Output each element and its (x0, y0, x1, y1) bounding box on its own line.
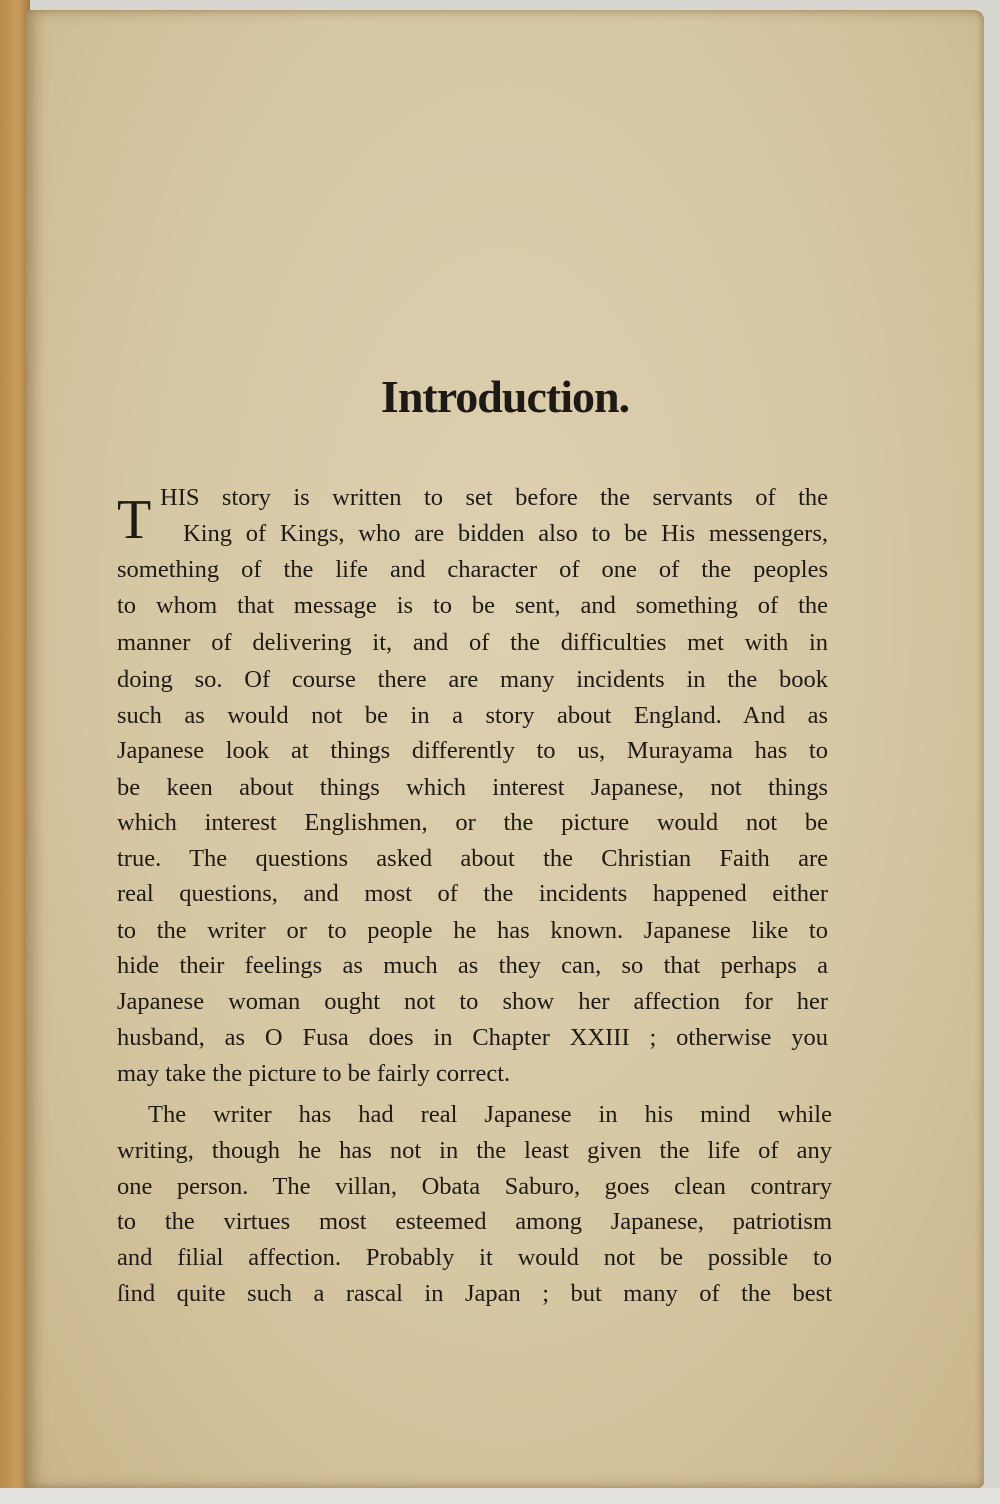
book-page (26, 10, 984, 1488)
text-line: to the writer or to people he has known. Japanese like to (117, 917, 828, 944)
text-line: to whom that message is to be sent, and something of the (117, 592, 828, 619)
text-line: King of Kings, who are bidden also to be His messengers, (183, 520, 828, 547)
text-line: manner of delivering it, and of the difficulties met with in (117, 629, 828, 656)
text-line: which interest Englishmen, or the picture would not be (117, 809, 828, 836)
text-line: may take the picture to be fairly correct. (117, 1060, 511, 1087)
text-line: Japanese look at things differently to us, Murayama has to (117, 737, 828, 764)
text-line: Japanese woman ought not to show her affection for her (117, 988, 828, 1015)
text-line: hide their feelings as much as they can, so that perhaps a (117, 952, 828, 979)
text-line: such as would not be in a story about England. And as (117, 702, 828, 729)
text-line: be keen about things which interest Japanese, not things (117, 774, 828, 801)
text-line: ſind quite such a rascal in Japan ; but many of the best (117, 1280, 832, 1307)
text-line: and filial affection. Probably it would not be possible to (117, 1244, 832, 1271)
text-line: something of the life and character of one of the peoples (117, 556, 828, 583)
background-surface (0, 1488, 1000, 1504)
text-line: HIS story is written to set before the servants of the (160, 484, 828, 511)
page-title: Introduction. (380, 371, 630, 422)
text-line: true. The questions asked about the Christian Faith are (117, 845, 828, 872)
text-line: husband, as O Fusa does in Chapter XXIII ; otherwise you (117, 1024, 828, 1051)
text-line: writing, though he has not in the least given the life of any (117, 1137, 832, 1164)
drop-cap: T (117, 489, 152, 551)
text-line: doing so. Of course there are many incidents in the book (117, 666, 828, 693)
text-line: to the virtues most esteemed among Japanese, patriotism (117, 1208, 832, 1235)
text-line: real questions, and most of the incidents happened either (117, 880, 828, 907)
text-line: one person. The villan, Obata Saburo, goes clean contrary (117, 1173, 832, 1200)
text-line: The writer has had real Japanese in his mind while (148, 1101, 832, 1128)
